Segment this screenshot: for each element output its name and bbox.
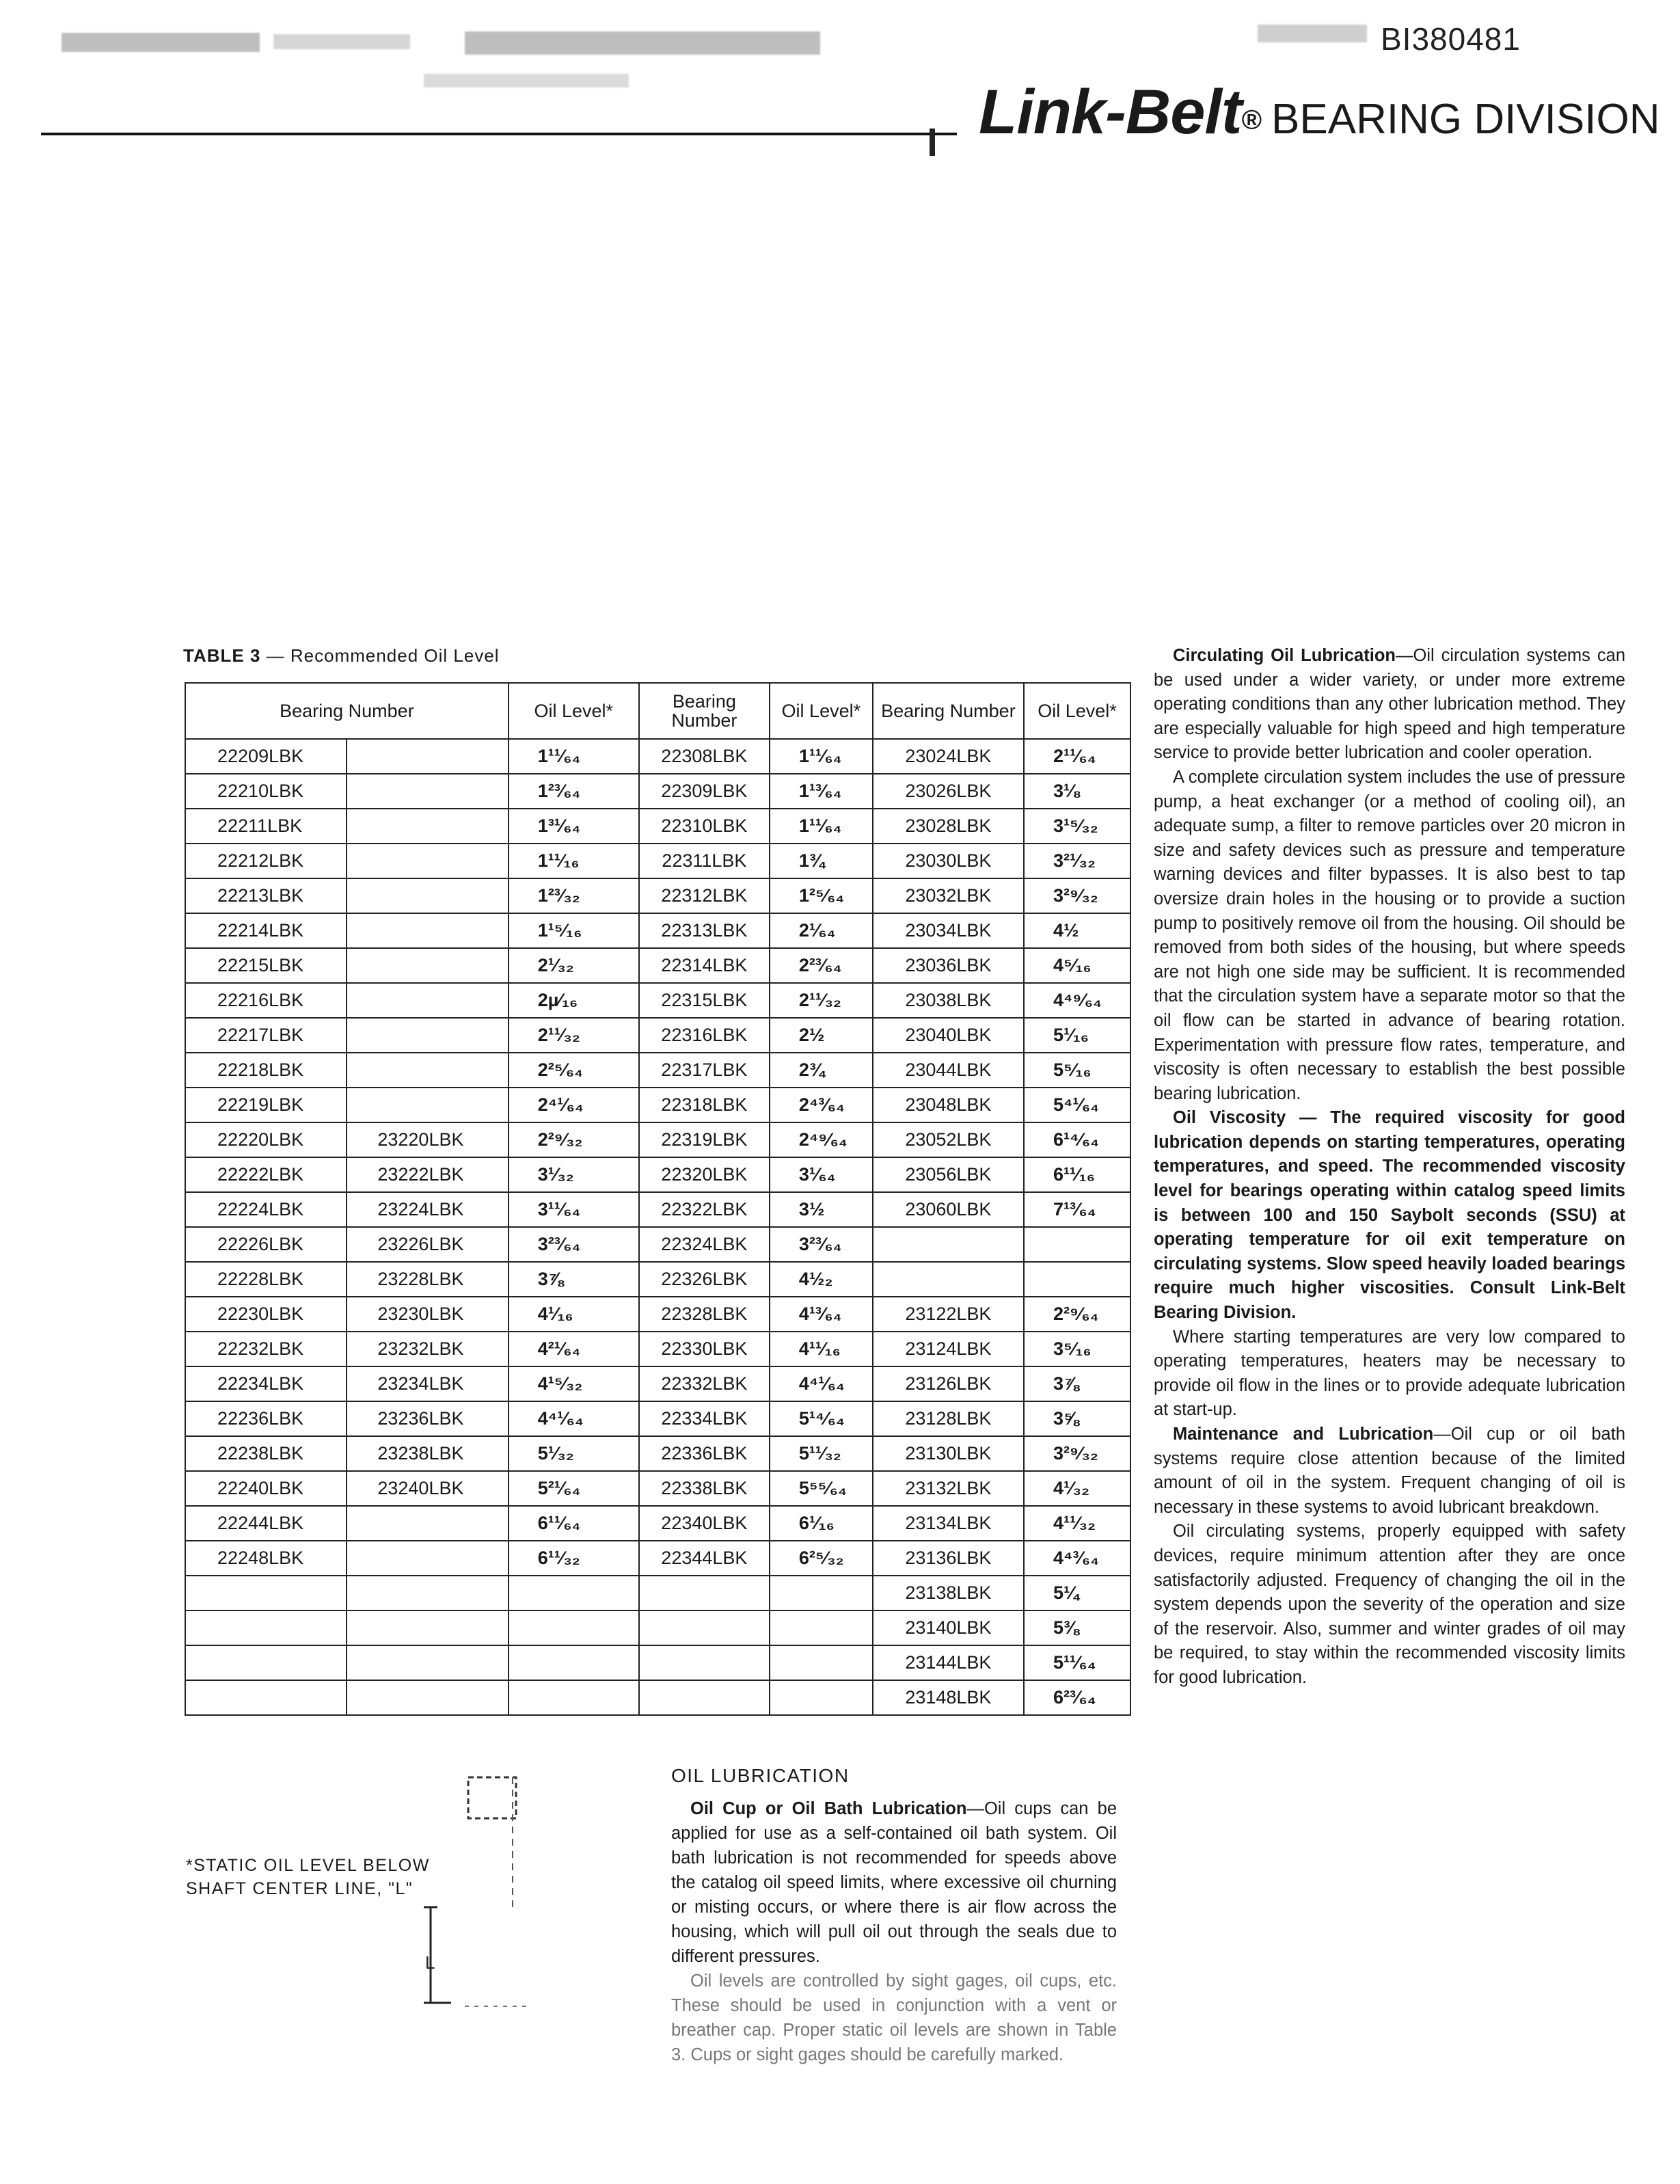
table-cell: 3⁵⁄₁₆ [1024, 1332, 1130, 1366]
table-row [185, 1471, 1130, 1506]
table-cell: 6²³⁄₆₄ [1024, 1680, 1130, 1715]
table-cell: 22317LBK [639, 1053, 770, 1088]
table-cell [347, 878, 508, 913]
table-cell: 6²⁵⁄₃₂ [770, 1541, 873, 1576]
table-cell: 23224LBK [347, 1192, 508, 1227]
table-cell: 23138LBK [873, 1576, 1024, 1610]
table-cell: 23230LBK [347, 1297, 508, 1332]
table-cell: 3¹⁄₃₂ [509, 1157, 639, 1192]
header-oil-level-1: Oil Level* [509, 683, 639, 739]
table-cell: 5¹⁴⁄₆₄ [770, 1401, 873, 1436]
scan-artifact-header-left [62, 33, 260, 52]
table-cell [347, 1576, 508, 1610]
table-row [185, 1401, 1130, 1436]
table-cell: 22218LBK [185, 1053, 347, 1088]
table-cell: 22319LBK [639, 1122, 770, 1157]
table-cell: 2¹¹⁄₃₂ [509, 1018, 639, 1053]
table-cell: 5¼ [1024, 1576, 1130, 1610]
table-cell [185, 1680, 347, 1715]
table-cell [347, 983, 508, 1018]
circulating-oil-section [1154, 644, 1625, 1690]
table-cell: 23148LBK [873, 1680, 1024, 1715]
table-cell: 4¹⁵⁄₃₂ [509, 1366, 639, 1401]
table-cell: 22210LBK [185, 774, 347, 809]
table-cell: 3²³⁄₆₄ [770, 1227, 873, 1262]
table-cell: 2¾ [770, 1053, 873, 1088]
table-cell [347, 1541, 508, 1576]
table-body [185, 739, 1130, 1715]
table-cell: 23136LBK [873, 1541, 1024, 1576]
table-cell [347, 844, 508, 878]
table-cell: 22312LBK [639, 878, 770, 913]
table-row [185, 1262, 1130, 1297]
table-cell: 22236LBK [185, 1401, 347, 1436]
header-bearing-number-3: Bearing Number [873, 683, 1024, 739]
table-cell [873, 1227, 1024, 1262]
table-cell: 23134LBK [873, 1506, 1024, 1541]
table-cell: 2²³⁄₆₄ [770, 948, 873, 983]
table-cell: 22344LBK [639, 1541, 770, 1576]
table-cell: 1¾ [770, 844, 873, 878]
circulating-text: —Oil circulation systems can be used under a wider variety, or under more extreme operating conditions than any other lubrication method. They are especially valuable for high speed and high temperature service to provide better lubrication and cooler operation. [1154, 646, 1626, 763]
table-cell: 22248LBK [185, 1541, 347, 1576]
table-row [185, 1610, 1130, 1645]
table-cell: 23048LBK [873, 1088, 1024, 1122]
table-cell: 23044LBK [873, 1053, 1024, 1088]
table-cell [1024, 1227, 1130, 1262]
circulating-paragraph [1154, 644, 1625, 766]
table-cell: 23238LBK [347, 1436, 508, 1471]
table-cell: 5¹¹⁄₃₂ [770, 1436, 873, 1471]
table-cell: 22226LBK [185, 1227, 347, 1262]
table-cell: 1¹¹⁄₁₆ [509, 844, 639, 878]
table-cell [185, 1610, 347, 1645]
table-row [185, 1297, 1130, 1332]
table-row [185, 739, 1130, 774]
brand-name: Link-Belt [979, 77, 1242, 147]
table-cell: 4½ [1024, 913, 1130, 948]
table-cell: 22209LBK [185, 739, 347, 774]
table-cell: 22230LBK [185, 1297, 347, 1332]
viscosity-paragraph [1154, 1106, 1625, 1325]
table-cell: 4⁵⁄₁₆ [1024, 948, 1130, 983]
table-cell: 2²⁵⁄₆₄ [509, 1053, 639, 1088]
document-id: BI380481 [1381, 21, 1521, 57]
table-cell: 23038LBK [873, 983, 1024, 1018]
table-cell: 23034LBK [873, 913, 1024, 948]
dimension-label-l: L [425, 1952, 435, 1973]
table-row [185, 1192, 1130, 1227]
table-cell: 22336LBK [639, 1436, 770, 1471]
table-cell [1024, 1262, 1130, 1297]
oil-levels-paragraph: Oil levels are controlled by sight gages, oil cups, etc. These should be used in conjunction with a vent or breather cap. Proper static oil levels are shown in Table 3. Cups or sight gages should be carefully marked. [671, 1971, 1117, 2064]
table-cell [347, 1610, 508, 1645]
table-cell: 22338LBK [639, 1471, 770, 1506]
table-row [185, 1332, 1130, 1366]
table-cell: 22215LBK [185, 948, 347, 983]
header-bearing-number-1: Bearing Number [185, 683, 509, 739]
table-cell: 22217LBK [185, 1018, 347, 1053]
table-cell: 22322LBK [639, 1192, 770, 1227]
table-cell: 23226LBK [347, 1227, 508, 1262]
table-cell: 22340LBK [639, 1506, 770, 1541]
table-cell: 23036LBK [873, 948, 1024, 983]
table-cell: 1¹⁵⁄₁₆ [509, 913, 639, 948]
table-cell [770, 1645, 873, 1680]
maintenance-paragraph [1154, 1423, 1625, 1520]
header-bearing-number-2: Bearing Number [639, 683, 770, 739]
table-row [185, 1053, 1130, 1088]
table-cell: 1¹¹⁄₆₄ [509, 739, 639, 774]
table-cell: 5¹¹⁄₆₄ [1024, 1645, 1130, 1680]
table-cell: 23028LBK [873, 809, 1024, 844]
scan-artifact-header-right [1258, 25, 1367, 42]
table-cell [347, 1053, 508, 1088]
complete-system-paragraph: A complete circulation system includes the use of pressure pump, a heat exchanger (or a method of cooling oil), an adequate sump, a filter to remove particles over 20 micron in size and safety devices such as pressure and temperature warning devices and filter bypasses. It is also best to tap oversize drain holes in the housing or to provide a suction pump to positively remove oil from the housing. Oil should be removed from both sides of the housing, but where speeds are not high one side may be sufficient. It is recommended that the circulation system have a separate motor so that the oil flow can be started in advance of bearing rotation. Experimentation with pressure flow rates, temperature, and viscosity is often necessary to establish the best possible bearing lubrication. [1154, 767, 1625, 1103]
table-cell: 22334LBK [639, 1401, 770, 1436]
table-cell: 2²⁹⁄₃₂ [509, 1122, 639, 1157]
table-cell: 23126LBK [873, 1366, 1024, 1401]
starting-temperature-paragraph: Where starting temperatures are very low compared to operating temperatures, heaters may be necessary to provide oil flow in the lines or to provide adequate lubrication at start-up. [1154, 1327, 1625, 1420]
table-cell [509, 1680, 639, 1715]
table-cell: 23122LBK [873, 1297, 1024, 1332]
table-cell: 23234LBK [347, 1366, 508, 1401]
table-cell [639, 1680, 770, 1715]
table-cell [770, 1610, 873, 1645]
table-cell: 4⁴⁹⁄₆₄ [1024, 983, 1130, 1018]
table-cell: 22228LBK [185, 1262, 347, 1297]
oil-cup-heading: Oil Cup or Oil Bath Lubrication [690, 1799, 967, 1818]
header-rule-tick [930, 129, 935, 156]
table-cell: 6¹¹⁄₃₂ [509, 1541, 639, 1576]
table-cell: 1¹¹⁄₆₄ [770, 739, 873, 774]
table-cell: 3½ [770, 1192, 873, 1227]
table-cell [347, 913, 508, 948]
oil-lubrication-section [671, 1764, 1117, 2067]
table-cell: 22310LBK [639, 809, 770, 844]
table-cell: 1²³⁄₆₄ [509, 774, 639, 809]
table-cell: 23132LBK [873, 1471, 1024, 1506]
header-oil-level-2: Oil Level* [770, 683, 873, 739]
table-cell: 22244LBK [185, 1506, 347, 1541]
table-cell: 6¹¹⁄₆₄ [509, 1506, 639, 1541]
header-rule [41, 133, 957, 135]
table-cell [639, 1645, 770, 1680]
registered-mark: ® [1241, 105, 1262, 135]
table-row [185, 1366, 1130, 1401]
table-cell: 22214LBK [185, 913, 347, 948]
table-cell: 23130LBK [873, 1436, 1024, 1471]
table-cell: 23144LBK [873, 1645, 1024, 1680]
table-cell: 22328LBK [639, 1297, 770, 1332]
table-cell: 3²⁹⁄₃₂ [1024, 1436, 1130, 1471]
table-cell: 3⅞ [1024, 1366, 1130, 1401]
table-cell: 22211LBK [185, 809, 347, 844]
table-cell [185, 1576, 347, 1610]
table-cell: 23032LBK [873, 878, 1024, 913]
table-cell: 22313LBK [639, 913, 770, 948]
table-cell: 4⁴³⁄₆₄ [1024, 1541, 1130, 1576]
table-cell: 5¹⁄₁₆ [1024, 1018, 1130, 1053]
table-cell: 4²¹⁄₆₄ [509, 1332, 639, 1366]
table-cell [347, 1645, 508, 1680]
table-cell: 23056LBK [873, 1157, 1024, 1192]
table-row [185, 1122, 1130, 1157]
table-cell: 6¹⁴⁄₆₄ [1024, 1122, 1130, 1157]
header-oil-level-3: Oil Level* [1024, 683, 1130, 739]
table-cell: 23222LBK [347, 1157, 508, 1192]
table-cell: 23060LBK [873, 1192, 1024, 1227]
table-row [185, 1018, 1130, 1053]
table-cell: 23220LBK [347, 1122, 508, 1157]
table-cell: 23236LBK [347, 1401, 508, 1436]
table-cell: 22216LBK [185, 983, 347, 1018]
table-row [185, 1541, 1130, 1576]
table-cell: 2µ⁄₁₆ [509, 983, 639, 1018]
table-cell: 4½₂ [770, 1262, 873, 1297]
table-cell: 23030LBK [873, 844, 1024, 878]
table-cell [509, 1645, 639, 1680]
table-cell [347, 739, 508, 774]
maintenance-heading: Maintenance and Lubrication [1173, 1425, 1434, 1444]
table-cell [347, 1680, 508, 1715]
table-cell: 22238LBK [185, 1436, 347, 1471]
footnote-line-1: *STATIC OIL LEVEL BELOW [186, 1856, 430, 1875]
table-cell: 3⅞ [509, 1262, 639, 1297]
table-cell: 4⁴¹⁄₆₄ [509, 1401, 639, 1436]
table-cell: 2²⁹⁄₆₄ [1024, 1297, 1130, 1332]
table-cell: 3¹¹⁄₆₄ [509, 1192, 639, 1227]
table-cell: 7¹³⁄₆₄ [1024, 1192, 1130, 1227]
table-cell: 22311LBK [639, 844, 770, 878]
table-cell: 23040LBK [873, 1018, 1024, 1053]
scan-artifact-header-left-2 [273, 34, 410, 49]
table-row [185, 913, 1130, 948]
table-cell: 2¹⁄₃₂ [509, 948, 639, 983]
table-cell: 3¹⁵⁄₃₂ [1024, 809, 1130, 844]
table-cell: 22314LBK [639, 948, 770, 983]
table-cell [347, 1018, 508, 1053]
table-row [185, 1157, 1130, 1192]
table-cell [185, 1645, 347, 1680]
table-row [185, 948, 1130, 983]
recommended-oil-level-table [185, 682, 1131, 1716]
scan-artifact-header-mid-2 [424, 74, 629, 87]
table-cell: 6¹¹⁄₁₆ [1024, 1157, 1130, 1192]
table-cell: 4¹¹⁄₃₂ [1024, 1506, 1130, 1541]
table-cell: 22324LBK [639, 1227, 770, 1262]
table-cell: 22232LBK [185, 1332, 347, 1366]
table-cell [509, 1610, 639, 1645]
table-cell: 23240LBK [347, 1471, 508, 1506]
circulating-systems-paragraph: Oil circulating systems, properly equipped with safety devices, require minimum attention after they are once satisfactorily adjusted. Frequency of changing the oil in the system depends upon the severity of the operation and size of the reservoir. Also, summer and winter grades of oil may be required, to stay within the recommended viscosity limits for good lubrication. [1154, 1522, 1625, 1687]
table-cell: 23024LBK [873, 739, 1024, 774]
table-cell: 23052LBK [873, 1122, 1024, 1157]
table-cell: 5¹⁄₃₂ [509, 1436, 639, 1471]
brand-logo [979, 77, 1660, 148]
table-cell [639, 1610, 770, 1645]
table-cell: 22219LBK [185, 1088, 347, 1122]
table-cell [347, 774, 508, 809]
table-cell: 22309LBK [639, 774, 770, 809]
table-cell: 22326LBK [639, 1262, 770, 1297]
table-cell: 23026LBK [873, 774, 1024, 809]
table-row [185, 1436, 1130, 1471]
table-cell: 3²³⁄₆₄ [509, 1227, 639, 1262]
table-cell: 1²⁵⁄₆₄ [770, 878, 873, 913]
oil-level-diagram [410, 1770, 547, 2030]
table-cell: 3¹⁄₈ [1024, 774, 1130, 809]
table-cell: 23232LBK [347, 1332, 508, 1366]
table-cell [347, 809, 508, 844]
scan-artifact-header-mid [465, 31, 820, 55]
table-cell [770, 1680, 873, 1715]
table-cell: 3²⁹⁄₃₂ [1024, 878, 1130, 913]
table-cell [639, 1576, 770, 1610]
table-cell: 23140LBK [873, 1610, 1024, 1645]
table-row [185, 1680, 1130, 1715]
table-cell [509, 1576, 639, 1610]
table-cell: 22222LBK [185, 1157, 347, 1192]
table-title: TABLE 3 — Recommended Oil Level [183, 645, 500, 666]
oil-cup-text: —Oil cups can be applied for use as a self-contained oil bath system. Oil bath lubrication is not recommended for speeds above the catalog oil speed limits, where excessive oil churning or misting occurs, or where there is air flow across the housing, which will pull oil out through the seals due to different pressures. [671, 1799, 1117, 1966]
table-cell: 5⁵⁵⁄₆₄ [770, 1471, 873, 1506]
table-cell: 22213LBK [185, 878, 347, 913]
table-row [185, 844, 1130, 878]
table-row [185, 1645, 1130, 1680]
table-cell: 2¹⁄₆₄ [770, 913, 873, 948]
table-cell: 22320LBK [639, 1157, 770, 1192]
circulating-heading: Circulating Oil Lubrication [1173, 646, 1396, 665]
table-row [185, 809, 1130, 844]
maintenance-text: —Oil cup or oil bath systems require close attention because of the limited amount of oil in the system. Frequent changing of oil is necessary in these systems to avoid lubricant breakdown. [1154, 1425, 1625, 1517]
division-name: BEARING DIVISION [1271, 96, 1660, 143]
table-cell [347, 1506, 508, 1541]
table-cell: 1¹¹⁄₆₄ [770, 809, 873, 844]
table-row [185, 774, 1130, 809]
table-cell: 22332LBK [639, 1366, 770, 1401]
table-cell: 2⁴⁹⁄₆₄ [770, 1122, 873, 1157]
table-row [185, 878, 1130, 913]
table-label: TABLE 3 [183, 645, 261, 666]
oil-cup-paragraph [671, 1796, 1117, 1969]
footnote-line-2: SHAFT CENTER LINE, "L" [186, 1879, 414, 1898]
table-cell: 22240LBK [185, 1471, 347, 1506]
table-cell: 23228LBK [347, 1262, 508, 1297]
viscosity-text: The required viscosity for good lubrication depends on starting temperatures, operating temperatures, and speed. The recommended viscosity level for bearings operating within catalog speed limits is between 100 and 150 Saybolt seconds (SSU) at operating temperature for oil exit temperature on circulating systems. Slow speed heavily loaded bearings require much higher viscosities. Consult Link-Belt Bearing Division. [1154, 1108, 1625, 1323]
table-cell: 4⁴¹⁄₆₄ [770, 1366, 873, 1401]
table-cell: 22315LBK [639, 983, 770, 1018]
table-cell: 2½ [770, 1018, 873, 1053]
housing-outline [468, 1777, 516, 1818]
table-cell: 5⁵⁄₁₆ [1024, 1053, 1130, 1088]
table-cell [770, 1576, 873, 1610]
table-header-row [185, 683, 1130, 739]
table-cell: 5²¹⁄₆₄ [509, 1471, 639, 1506]
table-row [185, 1088, 1130, 1122]
table-row [185, 983, 1130, 1018]
table-cell: 2⁴³⁄₆₄ [770, 1088, 873, 1122]
table-cell: 22212LBK [185, 844, 347, 878]
table-cell: 3⅝ [1024, 1401, 1130, 1436]
viscosity-heading: Oil Viscosity — [1173, 1108, 1317, 1128]
table-cell: 3¹⁄₆₄ [770, 1157, 873, 1192]
table-cell: 4¹³⁄₆₄ [770, 1297, 873, 1332]
table-cell: 4¹⁄₃₂ [1024, 1471, 1130, 1506]
table-cell: 22308LBK [639, 739, 770, 774]
table-cell: 22220LBK [185, 1122, 347, 1157]
table-cell: 22316LBK [639, 1018, 770, 1053]
table-cell [347, 1088, 508, 1122]
table-cell: 6¹⁄₁₆ [770, 1506, 873, 1541]
table-cell: 5⁴¹⁄₆₄ [1024, 1088, 1130, 1122]
table-row [185, 1227, 1130, 1262]
table-caption: Recommended Oil Level [290, 645, 500, 666]
table-cell: 2⁴¹⁄₆₄ [509, 1088, 639, 1122]
static-oil-level-footnote [186, 1854, 430, 1900]
table-cell [347, 948, 508, 983]
table-cell [873, 1262, 1024, 1297]
table-row [185, 1576, 1130, 1610]
table-cell: 23124LBK [873, 1332, 1024, 1366]
table-row [185, 1506, 1130, 1541]
table-cell: 2¹¹⁄₆₄ [1024, 739, 1130, 774]
table-cell: 22330LBK [639, 1332, 770, 1366]
table-cell: 22234LBK [185, 1366, 347, 1401]
table-cell: 4¹⁄₁₆ [509, 1297, 639, 1332]
table-cell: 1²³⁄₃₂ [509, 878, 639, 913]
table-cell: 22224LBK [185, 1192, 347, 1227]
table-cell: 2¹¹⁄₃₂ [770, 983, 873, 1018]
table-cell: 1¹³⁄₆₄ [770, 774, 873, 809]
table-cell: 1³¹⁄₆₄ [509, 809, 639, 844]
table-cell: 22318LBK [639, 1088, 770, 1122]
table-cell: 4¹¹⁄₁₆ [770, 1332, 873, 1366]
table-cell: 3²¹⁄₃₂ [1024, 844, 1130, 878]
section-title-oil-lubrication: OIL LUBRICATION [671, 1765, 850, 1786]
table-cell: 5⅜ [1024, 1610, 1130, 1645]
table-cell: 23128LBK [873, 1401, 1024, 1436]
